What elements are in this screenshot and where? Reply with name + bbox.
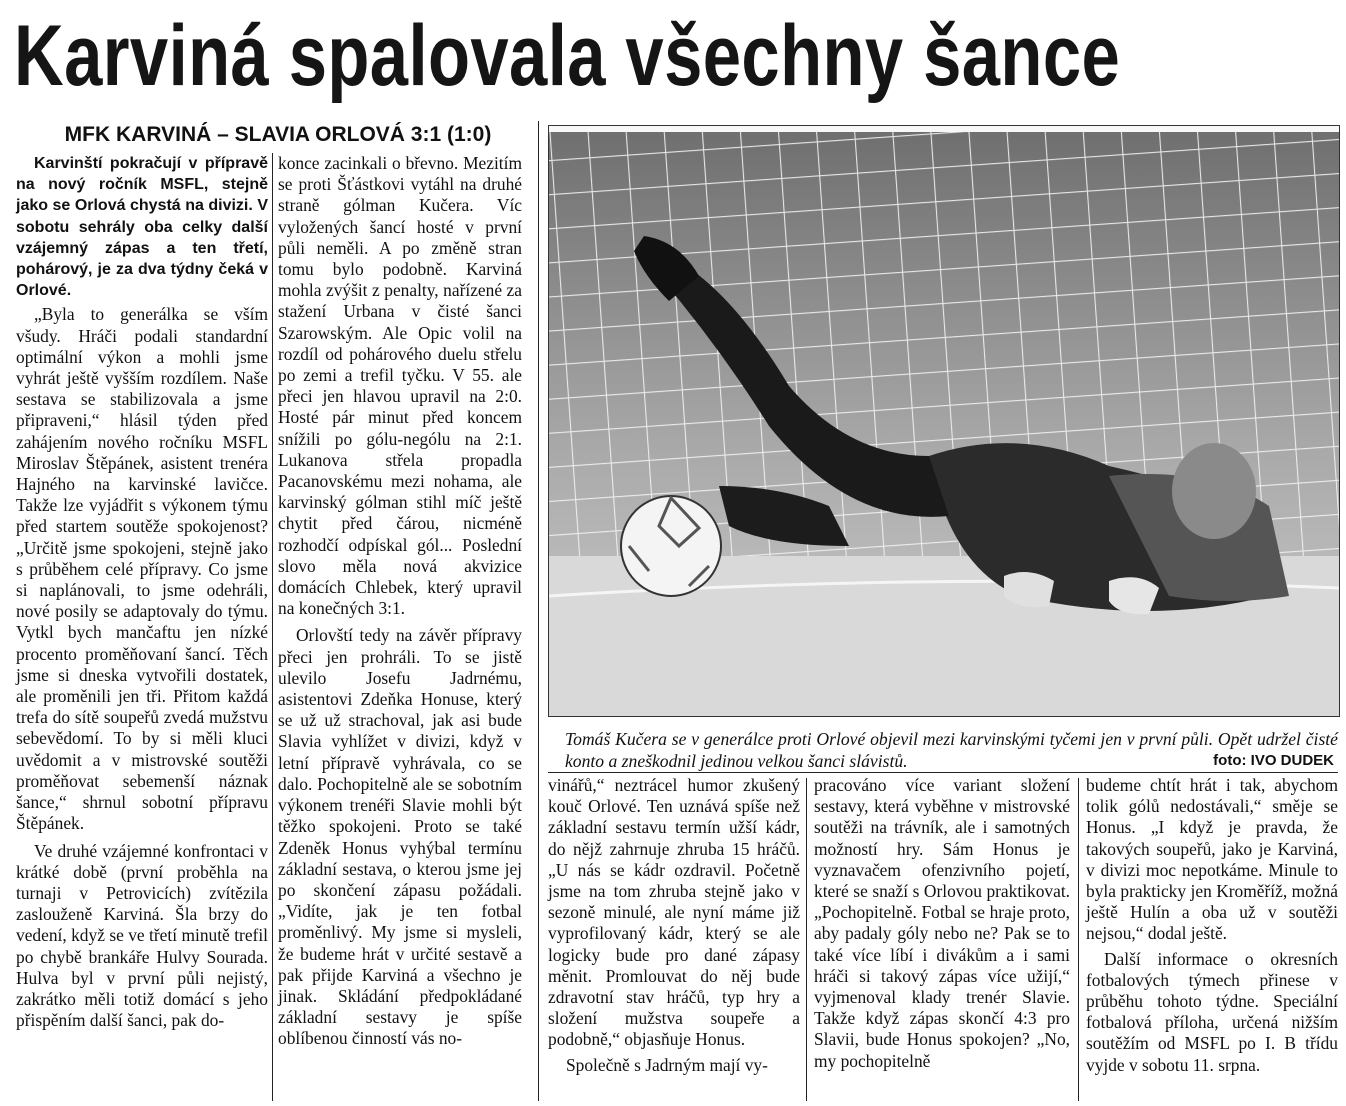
article-paragraph: budeme chtít hrát i tak, abychom tolik gólů nedostávali,“ směje se Honus. „I když je pravda, že takových soupeřů, jako je Karviná, v divizi moc nepotkáme. Minule to byla prakticky jen Kroměříž, možná ještě Hulín a oba už v soutěži nejsou,“ dodal ještě. — [1086, 775, 1338, 944]
column-divider — [1078, 778, 1079, 1101]
headline: Karviná spalovala všechny šance — [14, 8, 1121, 104]
photo-credit: foto: IVO DUDEK — [1213, 752, 1334, 769]
article-column-1 — [16, 153, 268, 1031]
article-column-2 — [278, 153, 522, 1050]
article-paragraph: Orlovští tedy na závěr přípravy přeci jen prohráli. To se jistě ulevilo Josefu Jadrnému, asistentovi Zdeňka Honuse, který se už už strachoval, jak asi bude Slavia vyhlížet v divizi, když v letní přípravě vyhrávala, co se dalo. Pochopitelně ale se sobotním výkonem trenéři Slavie mohli být těžko spokojeni. Proto se také Zdeněk Honus vyhýbal termínu základní sestava, o kterou jsme jej po skončení zápasu požádali. „Vidíte, jak je ten fotbal proměnlivý. My jsme si mysleli, že budeme hrát v určité sestavě a pak přijde Karviná a všechno je jinak. Skládání předpokládané základní sestavy je spíše oblíbenou činností vás no- — [278, 625, 522, 1049]
article-paragraph: Další informace o okresních fotbalových týmech přinese v průběhu tohoto týdne. Speciální fotbalová příloha, určená nižším soutěžím od MSFL po I. B třídu vyjde v sobotu 11. srpna. — [1086, 948, 1338, 1075]
article-paragraph: pracováno více variant složení sestavy, která vyběhne v mistrovské soutěži na trávník, ale i samotných možností hry. Sám Honus je vyznavačem ofenzivního pojetí, které se snaží s Orlovou praktikovat. „Pochopitelně. Fotbal se hraje proto, aby padaly góly nebo ne? Pak se to také více líbí i divákům a i sami hráči si takový zápas více užijí,“ vyjmenoval klady trenér Slavie. Takže když zápas skončí 4:3 pro Slavii, bude Honus spokojen? „No, my pochopitelně — [814, 775, 1070, 1071]
article-subhead: MFK KARVINÁ – SLAVIA ORLOVÁ 3:1 (1:0) — [64, 123, 492, 146]
caption-divider — [548, 772, 1338, 773]
article-column-5 — [1086, 775, 1338, 1076]
article-paragraph: „Byla to generálka se vším všudy. Hráči podali standardní optimální výkon a mohli jsme vyhrát ještě vyšším rozdílem. Naše sestava se stabilizovala a jsme připraveni,“ hlásil týden před zahájením nového ročníku MSFL Miroslav Štěpánek, asistent trenéra Hajného na karvinské lavičce. Takže lze vyjádřit s výkonem týmu před startem soutěže spokojenost? „Určitě jsme spokojeni, stejně jako s průběhem celé přípravy. Co jsme si naplánovali, to jsme odehráli, nové posily se adaptovaly do týmu. Vytkl bych mančaftu jen nízké procento proměňovaní šancí. Těch jsme si dneska vytvořili dostatek, ale proměnili jen tři. Přitom každá trefa do sítě soupeřů zvedá mužstvu sebevědomí. To by si měli kluci uvědomit a v mistrovské soutěži proměňovat sebemenší náznak šance,“ shrnul sobotní přípravu Štěpánek. — [16, 304, 268, 834]
article-paragraph: konce zacinkali o břevno. Mezitím se proti Šťástkovi vytáhl na druhé straně gólman Kučera. Víc vyložených šancí hosté v první půli neměli. A po změně stran tomu bylo podobně. Karviná mohla zvýšit z penalty, nařízené za stažení Urbana v čisté šanci Szarowským. Ale Opic volil na rozdíl od pohárového duelu střelu po zemi a trefil tyčku. V 55. ale přeci jen hlavou upravil na 2:0. Hosté pár minut před koncem snížili po gólu-nególu na 2:1. Lukanova střela propadla Pacanovskému mezi nohama, ale karvinský gólman stihl míč ještě chytit před čárou, nicméně rozhodčí odpískal gól... Poslední slovo měla nová akvizice domácích Chlebek, který upravil na konečných 3:1. — [278, 153, 522, 619]
column-divider — [538, 121, 539, 1101]
column-divider — [806, 778, 807, 1101]
photo-illustration — [549, 126, 1339, 716]
goalkeeper-photo — [548, 125, 1340, 717]
article-column-4 — [814, 775, 1070, 1072]
article-paragraph: Ve druhé vzájemné konfrontaci v krátké době (první proběhla na turnaji v Petrovicích) zvítězila zaslouženě Karviná. Šla brzy do vedení, když se ve třetí minutě trefil po chybě brankáře Hulvy Sourada. Hulva byl v první půli nejistý, zakrátko měli totiž domácí s jeho přispěním další šanci, pak do- — [16, 840, 268, 1031]
column-divider — [272, 153, 273, 1101]
article-paragraph: vinářů,“ neztrácel humor zkušený kouč Orlové. Ten uznává spíše než základní sestavu termín užší kádr, do nějž zahrnuje zhruba 15 hráčů. „U nás se kádr ozdravil. Početně jsme na tom zhruba stejně jako v sezoně minulé, ale nyní máme již vyprofilovaný kádr, který se ale logicky bude pro dané zápasy měnit. Promlouvat do něj bude zdravotní stav hráčů, typ hry a složení mužstva soupeře a podobně,“ objasňuje Honus. — [548, 775, 800, 1050]
article-paragraph: Společně s Jadrným mají vy- — [566, 1054, 768, 1075]
article-lead: Karvinští pokračují v přípravě na nový ročník MSFL, stejně jako se Orlová chystá na divizi. V sobotu sehrály oba celky další vzájemný zápas a ten třetí, pohárový, je za dva týdny čeká v Orlové. — [16, 155, 268, 300]
photo-caption: Tomáš Kučera se v generálce proti Orlové objevil mezi karvinskými tyčemi jen v první půli. Opět udržel čisté konto a zneškodnil jedinou velkou šanci slávistů. — [565, 729, 1338, 771]
article-column-3 — [548, 775, 800, 1076]
